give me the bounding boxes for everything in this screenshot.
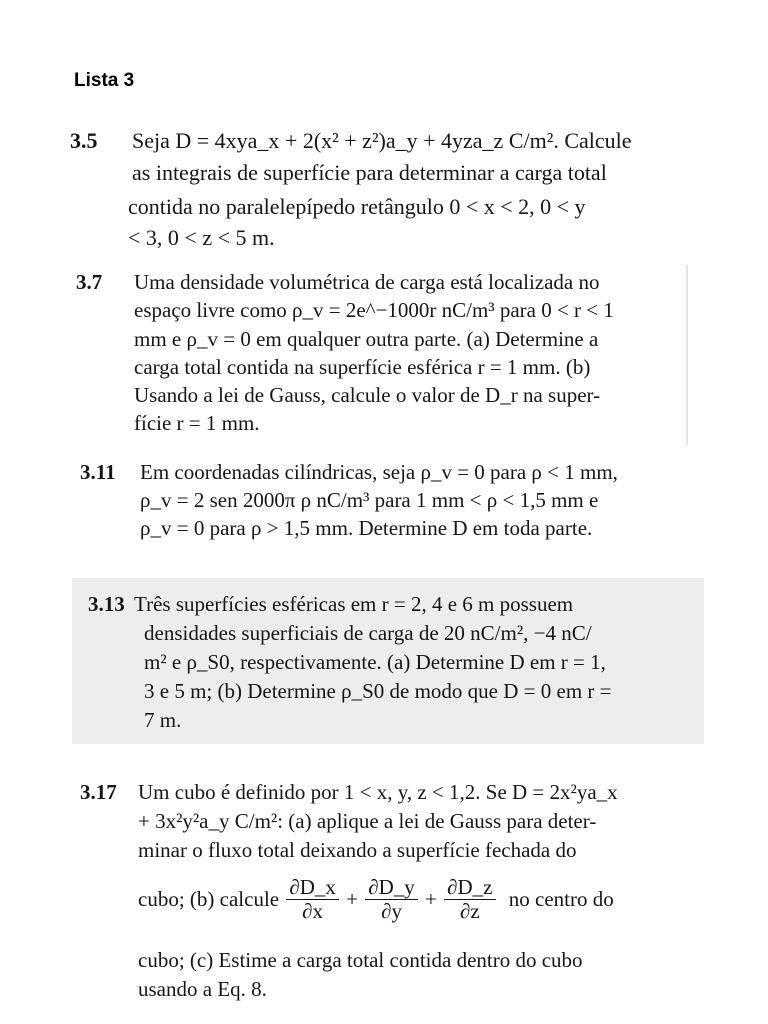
fraction-denominator: ∂y bbox=[381, 899, 402, 924]
problem-line: Uma densidade volumétrica de carga está localizada no bbox=[134, 270, 600, 294]
problem-line: Seja D = 4xya_x + 2(x² + z²)a_y + 4yza_z C/m². Calcule bbox=[132, 128, 632, 153]
problem-line: m² e ρ_S0, respectivamente. (a) Determine D em r = 1, bbox=[144, 650, 606, 674]
problem-line: Usando a lei de Gauss, calcule o valor de D_r na super- bbox=[134, 383, 601, 407]
problem-line: no centro do bbox=[508, 887, 614, 912]
problem-line: minar o fluxo total deixando a superfície fechada do bbox=[138, 838, 577, 862]
problem-3-17 bbox=[80, 780, 700, 1010]
problem-line: ρ_v = 0 para ρ > 1,5 mm. Determine D em toda parte. bbox=[140, 516, 593, 540]
plus-operator: + bbox=[346, 887, 358, 912]
problem-line: Um cubo é definido por 1 < x, y, z < 1,2. Se D = 2x²ya_x bbox=[138, 780, 618, 804]
fraction-denominator: ∂z bbox=[459, 899, 480, 924]
problem-line: contida no paralelepípedo retângulo 0 < x < 2, 0 < y bbox=[128, 194, 586, 219]
problem-number: 3.7 bbox=[76, 270, 103, 294]
problem-line: mm e ρ_v = 0 em qualquer outra parte. (a) Determine a bbox=[134, 327, 599, 351]
problem-number: 3.17 bbox=[80, 780, 117, 804]
fraction-denominator: ∂x bbox=[302, 899, 324, 924]
problem-line: cubo; (c) Estime a carga total contida dentro do cubo bbox=[138, 948, 583, 972]
problem-line: ρ_v = 2 sen 2000π ρ nC/m³ para 1 mm < ρ < 1,5 mm e bbox=[140, 488, 599, 512]
partial-derivative-x bbox=[286, 876, 339, 923]
problem-3-13 bbox=[88, 592, 698, 732]
problem-line: Em coordenadas cilíndricas, seja ρ_v = 0 para ρ < 1 mm, bbox=[140, 460, 618, 484]
problem-line: densidades superficiais de carga de 20 nC/m², −4 nC/ bbox=[144, 621, 592, 645]
problem-number: 3.5 bbox=[70, 128, 98, 153]
partial-derivative-z bbox=[444, 876, 495, 923]
problem-3-7 bbox=[76, 270, 696, 440]
fraction-numerator: ∂D_y bbox=[365, 876, 418, 900]
problem-number: 3.13 bbox=[88, 592, 125, 616]
problem-line: Três superfícies esféricas em r = 2, 4 e 6 m possuem bbox=[134, 592, 574, 616]
partial-derivative-y bbox=[365, 876, 418, 923]
problem-line: < 3, 0 < z < 5 m. bbox=[128, 225, 275, 250]
problem-line: cubo; (b) calcule bbox=[138, 887, 280, 912]
problem-3-5 bbox=[70, 128, 730, 258]
problem-line: 3 e 5 m; (b) Determine ρ_S0 de modo que D = 0 em r = bbox=[144, 679, 612, 703]
fraction-numerator: ∂D_z bbox=[444, 876, 495, 900]
problem-line: fície r = 1 mm. bbox=[134, 411, 260, 435]
fraction-numerator: ∂D_x bbox=[286, 876, 339, 900]
problem-line: as integrais de superfície para determinar a carga total bbox=[132, 160, 607, 185]
problem-line: usando a Eq. 8. bbox=[138, 977, 267, 1001]
problem-line: carga total contida na superfície esférica r = 1 mm. (b) bbox=[134, 355, 591, 379]
problem-line: 7 m. bbox=[144, 708, 182, 732]
problem-line: + 3x²y²a_y C/m²: (a) aplique a lei de Gauss para deter- bbox=[138, 809, 597, 833]
plus-operator: + bbox=[425, 887, 437, 912]
problem-3-11 bbox=[80, 460, 700, 550]
problem-number: 3.11 bbox=[80, 460, 116, 484]
problem-formula-line bbox=[138, 876, 614, 923]
problem-line: espaço livre como ρ_v = 2e^−1000r nC/m³ para 0 < r < 1 bbox=[134, 298, 614, 322]
page-heading: Lista 3 bbox=[74, 70, 135, 91]
